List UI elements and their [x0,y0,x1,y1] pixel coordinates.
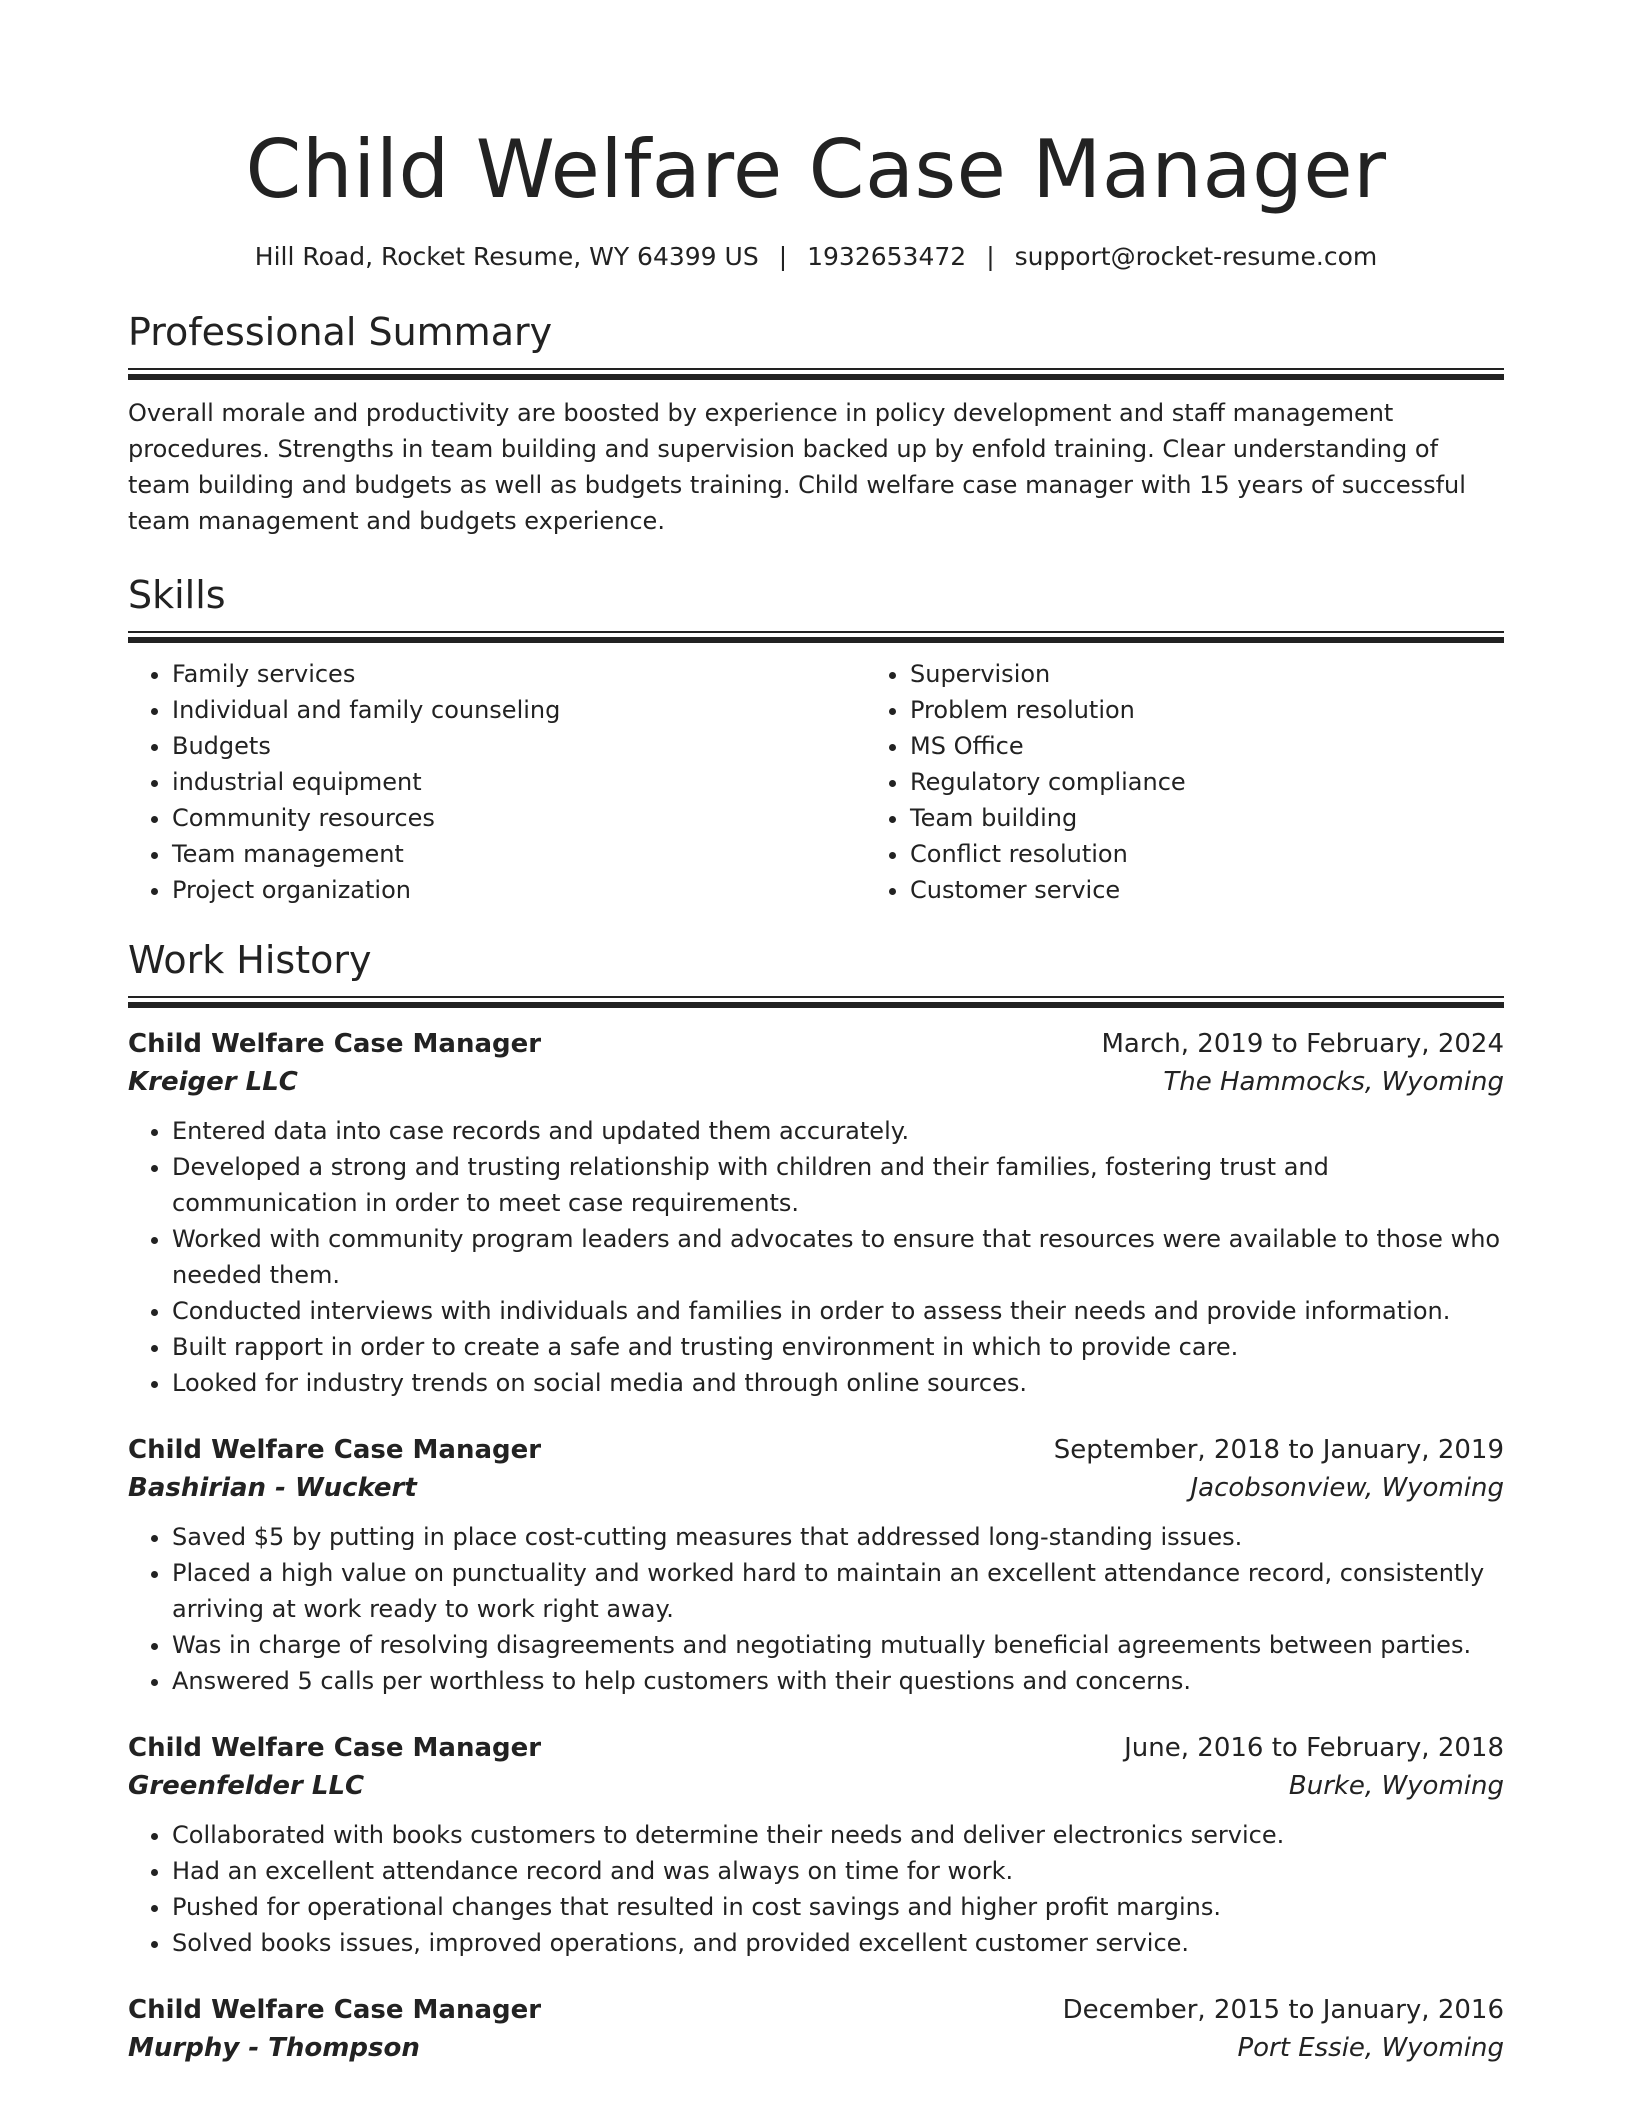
skill-item: • Customer service [910,872,1598,908]
job-bullet: • Built rapport in order to create a safe and trusting environment in which to provide care. [172,1329,1504,1365]
job-dates: September, 2018 to January, 2019 [1053,1435,1504,1465]
section-divider [128,631,1504,644]
skill-item: • Project organization [172,872,860,908]
job-bullet: • Placed a high value on punctuality and worked hard to maintain an excellent attendance record, consistently arriving at work ready to work right away. [172,1555,1504,1627]
section-divider [128,368,1504,381]
job-location: Burke, Wyoming [1288,1771,1504,1801]
skill-item: • Supervision [910,656,1598,692]
job-bullet: • Was in charge of resolving disagreements and negotiating mutually beneficial agreements between parties. [172,1627,1504,1663]
section-title-work-history: Work History [128,938,372,982]
job-bullet: • Conducted interviews with individuals and families in order to assess their needs and provide information. [172,1293,1504,1329]
resume-page [128,0,1504,2067]
job-title: Child Welfare Case Manager [128,1435,542,1465]
contact-line [128,240,1504,274]
job-location: Jacobsonview, Wyoming [1190,1473,1504,1503]
section-divider [128,996,1504,1009]
job-bullet: • Entered data into case records and updated them accurately. [172,1113,1504,1149]
skill-item: • Community resources [172,800,860,836]
skill-item: • MS Office [910,728,1598,764]
job-bullet: • Collaborated with books customers to determine their needs and deliver electronics service. [172,1817,1504,1853]
job-bullets [128,1519,1504,1699]
job-title: Child Welfare Case Manager [128,1733,542,1763]
job-company: Greenfelder LLC [128,1771,365,1801]
job-entry [128,1991,1504,2067]
job-bullet: • Developed a strong and trusting relationship with children and their families, fostering trust and communication in order to meet case requirements. [172,1149,1504,1221]
job-bullet: • Saved $5 by putting in place cost-cutting measures that addressed long-standing issues. [172,1519,1504,1555]
skills-columns [128,656,1504,908]
job-company: Kreiger LLC [128,1067,298,1097]
job-title: Child Welfare Case Manager [128,1029,542,1059]
job-entry [128,1729,1504,1961]
summary-section [128,306,1504,539]
skills-list-left [128,656,860,908]
skill-item: • Family services [172,656,860,692]
skill-item: • Problem resolution [910,692,1598,728]
skill-item: • Budgets [172,728,860,764]
work-history-section [128,934,1504,2067]
candidate-name: Child Welfare Case Manager [245,123,1387,216]
job-dates: June, 2016 to February, 2018 [1124,1733,1504,1763]
job-company: Bashirian - Wuckert [128,1473,417,1503]
section-title-summary: Professional Summary [128,310,553,354]
contact-address: Hill Road, Rocket Resume, WY 64399 US [254,242,759,271]
job-bullets [128,1817,1504,1961]
job-bullet: • Had an excellent attendance record and was always on time for work. [172,1853,1504,1889]
job-bullet: • Worked with community program leaders and advocates to ensure that resources were available to those who needed them. [172,1221,1504,1293]
skill-item: • Team building [910,800,1598,836]
skill-item: • Regulatory compliance [910,764,1598,800]
skills-section [128,569,1504,908]
contact-separator: | [778,242,788,271]
skill-item: • Conflict resolution [910,836,1598,872]
job-dates: December, 2015 to January, 2016 [1062,1995,1504,2025]
skills-list-right [860,656,1598,908]
section-title-skills: Skills [128,573,226,617]
job-title: Child Welfare Case Manager [128,1995,542,2025]
job-bullet: • Solved books issues, improved operations, and provided excellent customer service. [172,1925,1504,1961]
skill-item: • Team management [172,836,860,872]
job-bullets [128,1113,1504,1401]
skill-item: • Individual and family counseling [172,692,860,728]
job-bullet: • Pushed for operational changes that resulted in cost savings and higher profit margins. [172,1889,1504,1925]
job-dates: March, 2019 to February, 2024 [1101,1029,1504,1059]
contact-phone: 1932653472 [807,242,967,271]
job-company: Murphy - Thompson [128,2033,420,2063]
contact-email: support@rocket-resume.com [1014,242,1378,271]
summary-text: Overall morale and productivity are boosted by experience in policy development and staff management procedures. Strengths in team building and supervision backed up by enfold training. Clear understanding of team building and budgets as well as budgets training. Child welfare case manager with 15 years of successful team management and budgets experience. [128,399,1466,535]
job-entry [128,1431,1504,1699]
job-entry [128,1025,1504,1401]
job-bullet: • Answered 5 calls per worthless to help customers with their questions and concerns. [172,1663,1504,1699]
skill-item: • industrial equipment [172,764,860,800]
job-bullet: • Looked for industry trends on social media and through online sources. [172,1365,1504,1401]
job-location: Port Essie, Wyoming [1237,2033,1504,2063]
contact-separator: | [986,242,995,271]
job-location: The Hammocks, Wyoming [1163,1067,1504,1097]
